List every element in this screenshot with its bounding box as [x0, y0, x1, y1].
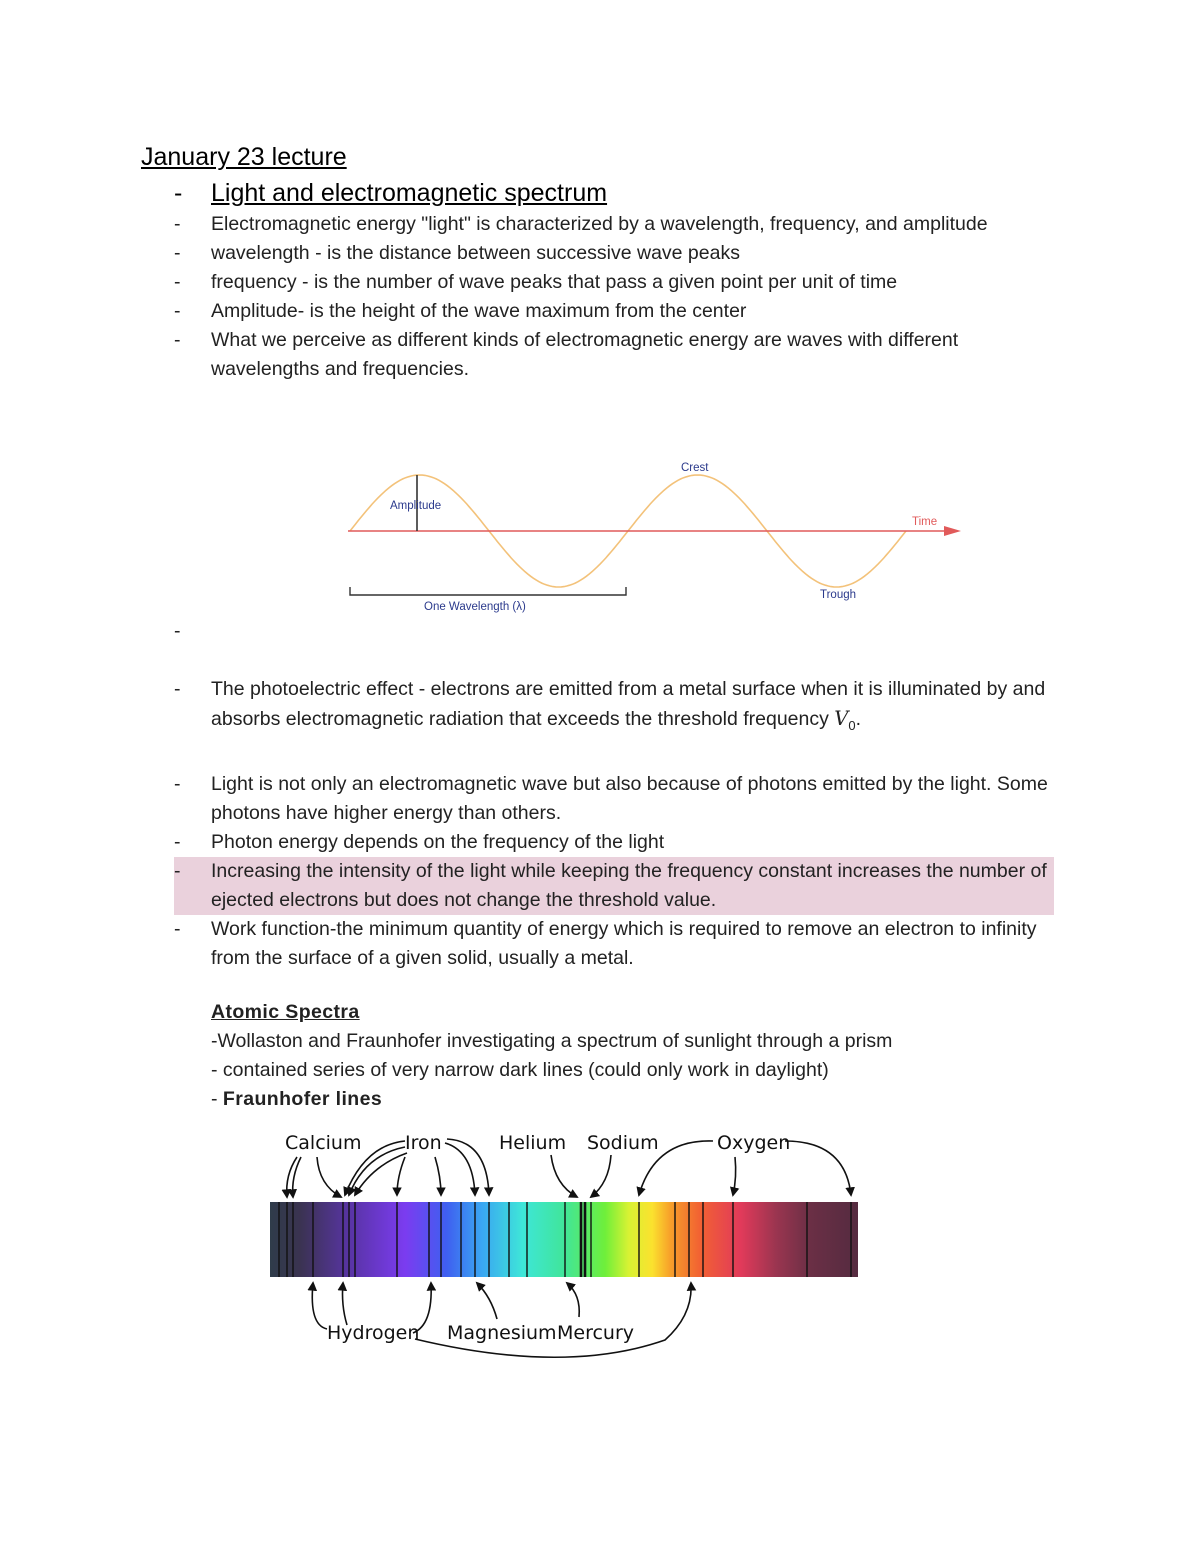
wavelength-label: One Wavelength (λ) — [424, 601, 526, 613]
photon-list — [174, 770, 1054, 973]
arrow-mercury-1 — [567, 1283, 579, 1317]
arrow-helium — [551, 1155, 577, 1197]
element-label-top: Sodium — [587, 1132, 659, 1154]
amplitude-label: Amplitude — [390, 500, 442, 512]
atomic-line: - contained series of very narrow dark lines (could only work in daylight) — [211, 1059, 829, 1081]
spectrum-band — [270, 1202, 858, 1277]
wave-diagram — [340, 455, 970, 620]
empty-list-item — [174, 617, 1054, 646]
arrow-iron-6 — [445, 1143, 475, 1195]
list-item: - Light is not only an electromagnetic wave but also because of photons emitted by the light. Some photons have higher energy than others. — [174, 770, 1054, 828]
element-label-top: Calcium — [285, 1132, 362, 1154]
arrow-calcium-3 — [317, 1157, 341, 1197]
arrow-hydrogen-2 — [343, 1283, 348, 1325]
atomic-line: - Fraunhofer lines — [211, 1088, 383, 1110]
crest-label: Crest — [681, 462, 709, 474]
list-item: - Electromagnetic energy "light" is characterized by a wavelength, frequency, and amplitude — [174, 210, 1054, 239]
trough-label: Trough — [820, 589, 857, 601]
threshold-subscript: 0 — [848, 718, 856, 733]
element-label-top: Oxygen — [717, 1132, 791, 1154]
wavelength-bracket — [350, 587, 626, 595]
list-item: - frequency - is the number of wave peaks that pass a given point per unit of time — [174, 268, 1054, 297]
arrow-hydrogen-1 — [312, 1283, 327, 1329]
element-label-bottom: Magnesium — [447, 1322, 557, 1344]
arrow-calcium-1 — [287, 1157, 297, 1197]
time-axis-arrowhead — [944, 526, 961, 536]
highlighted-list-item: - Increasing the intensity of the light while keeping the frequency constant increases the number of ejected electrons but does not change the threshold value. — [174, 857, 1054, 915]
list-item: - Work function-the minimum quantity of energy which is required to remove an electron to infinity from the surface of a given solid, usually a metal. — [174, 915, 1054, 973]
fraunhofer-lines-term: Fraunhofer lines — [222, 1088, 383, 1110]
element-label-top: Iron — [405, 1132, 442, 1154]
element-label-top: Helium — [499, 1132, 567, 1154]
list-item: - Amplitude- is the height of the wave maximum from the center — [174, 297, 1054, 326]
arrow-magnesium — [477, 1283, 497, 1319]
arrow-iron-5 — [435, 1157, 441, 1195]
arrow-sodium — [591, 1155, 611, 1197]
photoelectric-list — [174, 675, 1054, 740]
list-item: - Photon energy depends on the frequency of the light — [174, 828, 1054, 857]
list-item: - wavelength - is the distance between successive wave peaks — [174, 239, 1054, 268]
list-item-photoelectric: - The photoelectric effect - electrons are emitted from a metal surface when it is illuminated by and absorbs electromagnetic radiation that exceeds the threshold frequency $V_0$. — [174, 675, 1054, 740]
fraunhofer-spectrum-diagram — [265, 1125, 865, 1365]
arrow-iron-4 — [397, 1157, 405, 1195]
arrow-mercury-2 — [415, 1283, 691, 1357]
section-heading-light: - Light and electromagnetic spectrum — [174, 176, 1054, 210]
page-title: January 23 lecture — [141, 143, 347, 171]
list-item: - What we perceive as different kinds of electromagnetic energy are waves with different wavelengths and frequencies. — [174, 326, 1054, 384]
element-label-bottom: Mercury — [557, 1322, 635, 1344]
threshold-symbol: V — [834, 707, 849, 730]
definitions-list — [174, 176, 1054, 384]
element-label-bottom: Hydrogen — [327, 1322, 420, 1344]
arrow-oxygen-3 — [785, 1141, 851, 1195]
atomic-line: -Wollaston and Fraunhofer investigating a spectrum of sunlight through a prism — [211, 1030, 893, 1052]
atomic-spectra-section — [211, 998, 1031, 1114]
time-label: Time — [912, 516, 938, 528]
atomic-spectra-heading: Atomic Spectra — [211, 1001, 360, 1023]
empty-bullet-list — [174, 617, 1054, 646]
arrow-oxygen-2 — [733, 1157, 736, 1195]
